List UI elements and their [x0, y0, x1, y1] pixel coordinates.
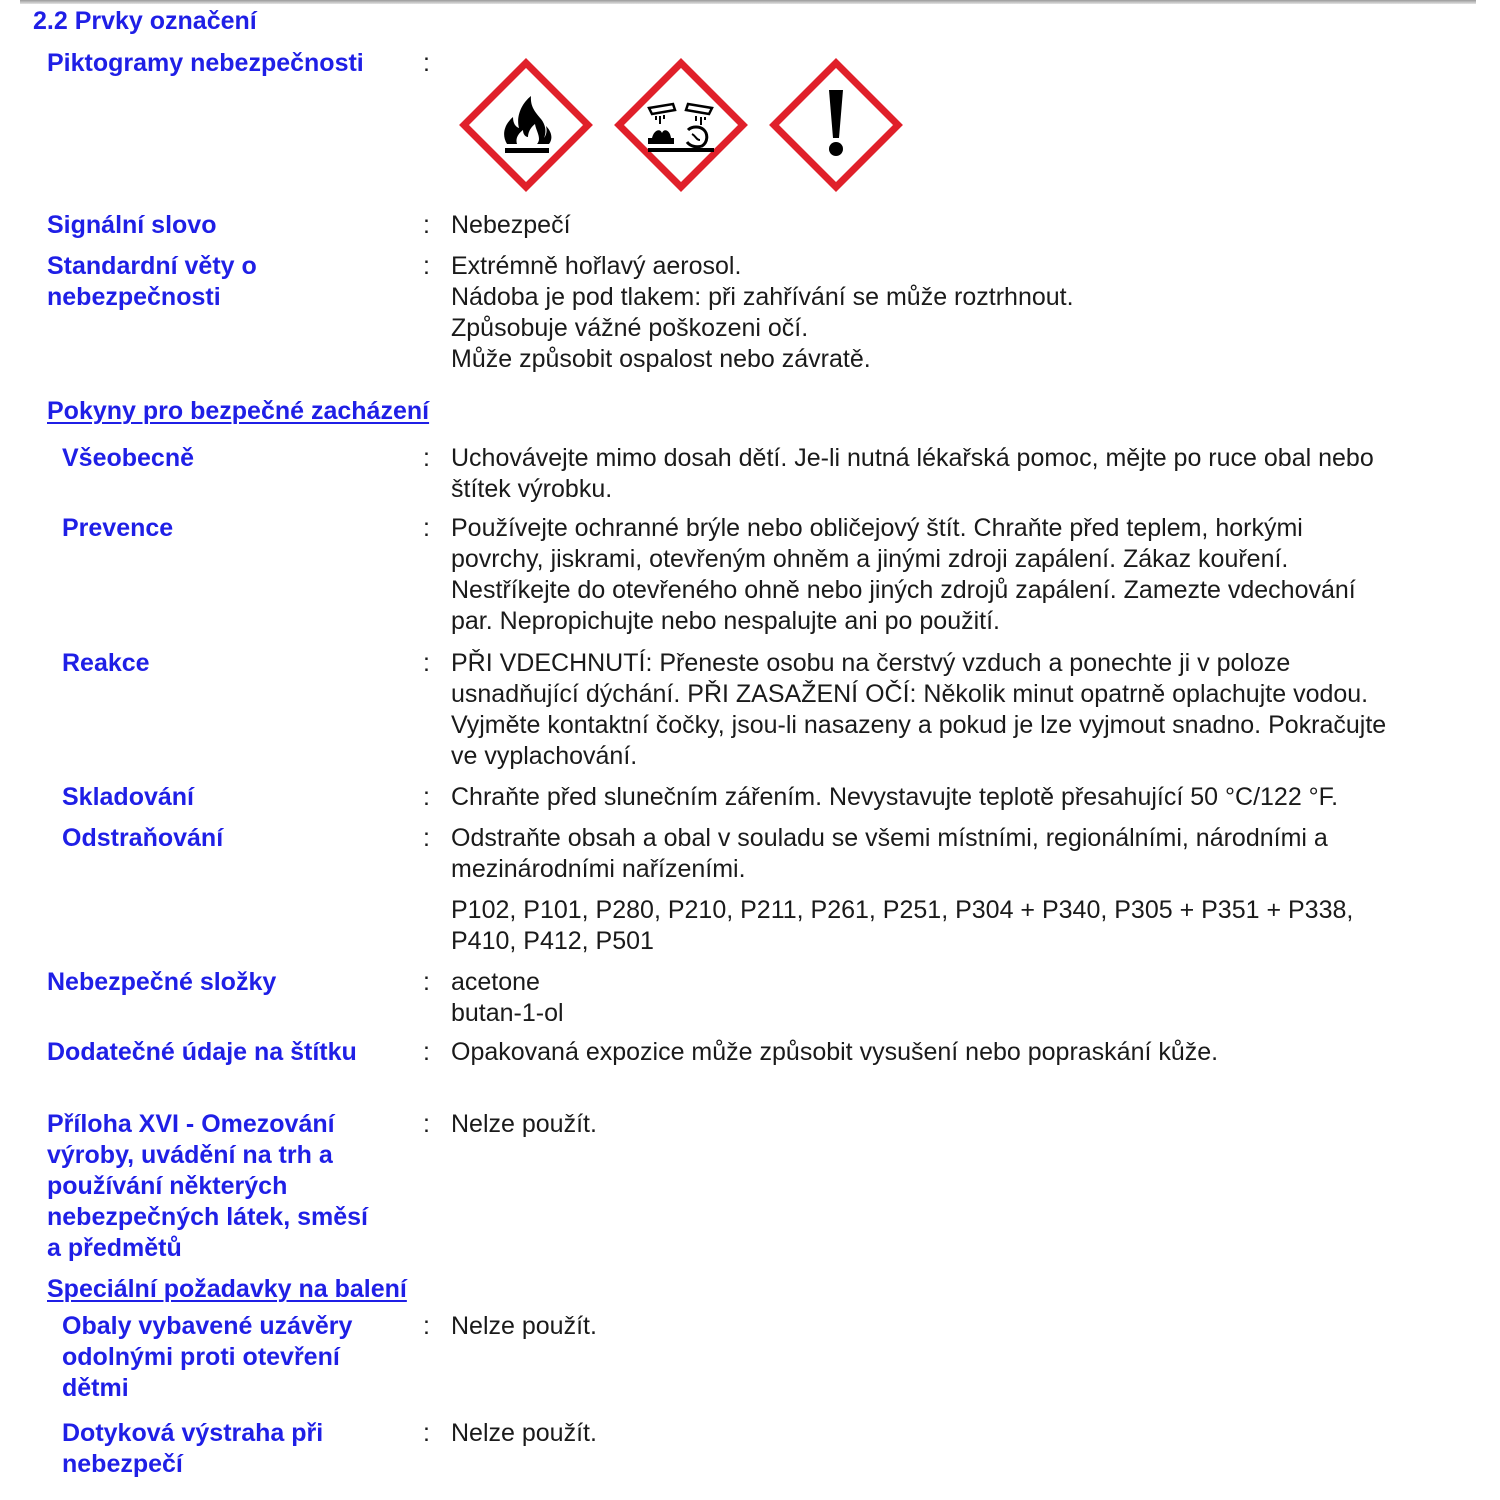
text-line: par. Nepropichujte nebo nespalujte ani po použití.	[451, 607, 1000, 635]
disposal-label: Odstraňování	[62, 824, 224, 852]
text-line: Vyjměte kontaktní čočky, jsou-li nasazeny a pokud je lze vyjmout snadno. Pokračujte	[451, 711, 1387, 739]
colon: :	[423, 49, 430, 77]
exclamation-mark-icon	[774, 63, 898, 187]
colon: :	[423, 824, 430, 852]
text-line: Nestříkejte do otevřeného ohně nebo jiných zdrojů zapálení. Zamezte vdechování	[451, 576, 1356, 604]
tactile-warning-value: Nelze použít.	[451, 1419, 597, 1447]
storage-text: Chraňte před slunečním zářením. Nevystavujte teplotě přesahující 50 °C/122 °F.	[451, 783, 1339, 811]
colon: :	[423, 211, 430, 239]
colon: :	[423, 968, 430, 996]
tactile-warning-label	[62, 1418, 323, 1480]
colon: :	[423, 1110, 430, 1138]
corrosion-icon	[619, 63, 743, 187]
hazard-statement: Extrémně hořlavý aerosol.	[451, 252, 742, 280]
label-line: odolnými proti otevření	[62, 1343, 340, 1371]
component: butan-1-ol	[451, 999, 564, 1027]
child-resistant-label	[62, 1311, 352, 1404]
hazard-statement: Způsobuje vážné poškozeni očí.	[451, 314, 809, 342]
precautionary-heading[interactable]: Pokyny pro bezpečné zacházení	[47, 397, 430, 425]
disposal-text	[451, 823, 1328, 885]
colon: :	[423, 1312, 430, 1340]
label-line: Příloha XVI - Omezování	[47, 1110, 335, 1138]
label-line: Dotyková výstraha při	[62, 1419, 324, 1447]
annex-xvi-label	[47, 1109, 368, 1264]
flame-icon	[464, 63, 588, 187]
storage-label: Skladování	[62, 783, 194, 811]
top-divider	[20, 0, 1476, 4]
text-line: Používejte ochranné brýle nebo obličejový štít. Chraňte před teplem, horkými	[451, 514, 1303, 542]
hazard-statement: Může způsobit ospalost nebo závratě.	[451, 345, 871, 373]
signal-word-label: Signální slovo	[47, 211, 217, 239]
prevention-text	[451, 513, 1356, 637]
response-label: Reakce	[62, 649, 150, 677]
packaging-heading[interactable]: Speciální požadavky na balení	[47, 1275, 407, 1303]
label-line: používání některých	[47, 1172, 288, 1200]
supplemental-label: Dodatečné údaje na štítku	[47, 1038, 357, 1066]
general-label: Všeobecně	[62, 444, 195, 472]
supplemental-text: Opakovaná expozice může způsobit vysušení nebo popraskání kůže.	[451, 1038, 1219, 1066]
text-line: usnadňující dýchání. PŘI ZASAŽENÍ OČÍ: Několik minut opatrně oplachujte vodou.	[451, 680, 1369, 708]
text-line: Uchovávejte mimo dosah dětí. Je-li nutná lékařská pomoc, mějte po ruce obal nebo	[451, 444, 1374, 472]
child-resistant-value: Nelze použít.	[451, 1312, 597, 1340]
hazard-statements-label	[47, 251, 257, 313]
hazardous-components-label: Nebezpečné složky	[47, 968, 277, 996]
hazard-statement: Nádoba je pod tlakem: při zahřívání se může roztrhnout.	[451, 283, 1074, 311]
label-line: a předmětů	[47, 1234, 182, 1262]
ghs-pictograms-svg	[458, 58, 908, 192]
colon: :	[423, 514, 430, 542]
annex-xvi-value: Nelze použít.	[451, 1110, 597, 1138]
p-codes	[451, 895, 1353, 957]
label-line: Obaly vybavené uzávěry	[62, 1312, 353, 1340]
text-line: PŘI VDECHNUTÍ: Přeneste osobu na čerstvý vzduch a ponechte ji v poloze	[451, 649, 1291, 677]
hazard-statements-list	[451, 251, 1074, 375]
label-line: výroby, uvádění na trh a	[47, 1141, 333, 1169]
label-line: nebezpečnosti	[47, 283, 221, 311]
label-line: nebezpečí	[62, 1450, 183, 1478]
text-line: P410, P412, P501	[451, 927, 654, 955]
text-line: povrchy, jiskrami, otevřeným ohněm a jinými zdroji zapálení. Zákaz kouření.	[451, 545, 1289, 573]
colon: :	[423, 444, 430, 472]
colon: :	[423, 252, 430, 280]
response-text	[451, 648, 1386, 772]
section-title: 2.2 Prvky označení	[33, 7, 257, 35]
colon: :	[423, 649, 430, 677]
text-line: ve vyplachování.	[451, 742, 638, 770]
label-line: dětmi	[62, 1374, 129, 1402]
colon: :	[423, 783, 430, 811]
prevention-label: Prevence	[62, 514, 174, 542]
hazardous-components-list	[451, 967, 564, 1029]
signal-word-value: Nebezpečí	[451, 211, 571, 239]
text-line: P102, P101, P280, P210, P211, P261, P251, P304 + P340, P305 + P351 + P338,	[451, 896, 1354, 924]
label-line: nebezpečných látek, směsí	[47, 1203, 368, 1231]
text-line: Odstraňte obsah a obal v souladu se všemi místními, regionálními, národními a	[451, 824, 1328, 852]
component: acetone	[451, 968, 540, 996]
pictograms-label: Piktogramy nebezpečnosti	[47, 49, 364, 77]
label-line: Standardní věty o	[47, 252, 257, 280]
text-line: mezinárodními nařízeními.	[451, 855, 746, 883]
colon: :	[423, 1419, 430, 1447]
colon: :	[423, 1038, 430, 1066]
ghs-pictograms	[458, 58, 908, 192]
text-line: štítek výrobku.	[451, 475, 613, 503]
general-text	[451, 443, 1374, 505]
